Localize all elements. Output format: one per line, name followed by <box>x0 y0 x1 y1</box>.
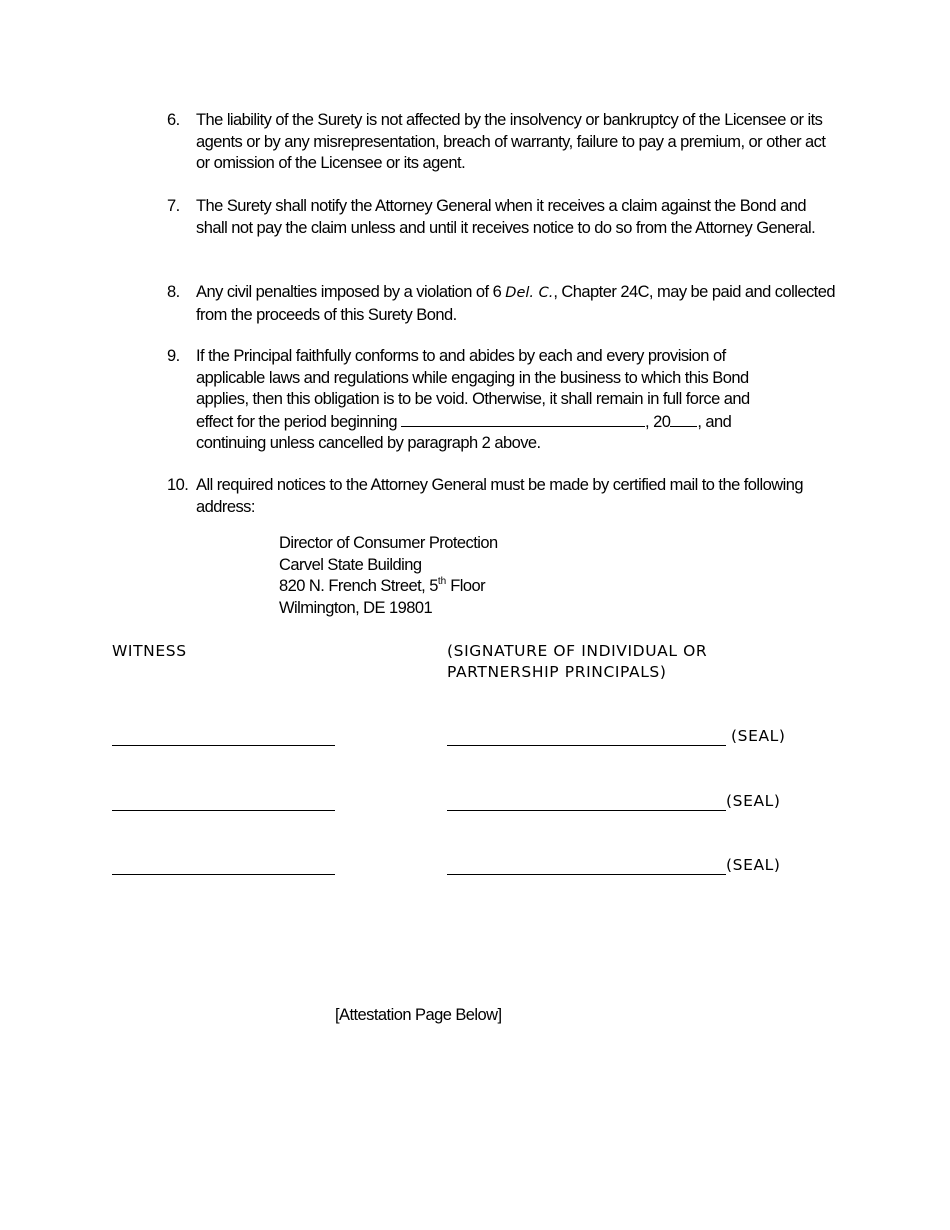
witness-signature-line[interactable] <box>112 745 335 746</box>
clause-line: applies, then this obligation is to be void. Otherwise, it shall remain in full force and <box>196 390 750 408</box>
clause-line: applicable laws and regulations while engaging in the business to which this Bond <box>196 368 749 387</box>
clause-10 <box>167 475 835 518</box>
mailing-address <box>279 533 498 619</box>
date-blank[interactable] <box>401 411 645 427</box>
clause-text-part: , Chapter 24C, may be paid and collected from the proceeds of this Surety Bond. <box>196 283 835 324</box>
address-street: 820 N. French Street, 5 <box>279 577 438 595</box>
clause-line: If the Principal faithfully conforms to and abides by each and every provision of <box>196 347 726 365</box>
clause-text-part: effect for the period beginning <box>196 412 402 431</box>
address-line: Director of Consumer Protection <box>279 534 498 552</box>
ordinal-suffix: th <box>437 576 447 587</box>
clause-number: 6. <box>167 111 180 129</box>
clause-8 <box>167 282 835 326</box>
clause-text-part: , 20 <box>645 412 671 431</box>
clause-text <box>196 282 835 326</box>
clause-text: All required notices to the Attorney General must be made by certified mail to the following address: <box>196 476 803 516</box>
clause-7 <box>167 196 835 239</box>
address-line: Wilmington, DE 19801 <box>279 598 433 617</box>
principal-label-line: PARTNERSHIP PRINCIPALS) <box>447 663 667 681</box>
clause-6 <box>167 110 835 175</box>
clause-text: The liability of the Surety is not affected by the insolvency or bankruptcy of the Licensee or its agents or by any misrepresentation, breach of warranty, failure to pay a premium, or other act or omission of the Licensee or its agent. <box>196 111 826 172</box>
statute-citation: Del. C. <box>505 285 554 301</box>
clause-text: The Surety shall notify the Attorney General when it receives a claim against the Bond and shall not pay the claim unless and until it receives notice to do so from the Attorney General. <box>196 197 816 237</box>
clause-number: 8. <box>167 283 180 301</box>
clause-number: 9. <box>167 347 180 365</box>
seal-label: (SEAL) <box>726 856 781 874</box>
seal-label: (SEAL) <box>726 792 781 810</box>
clause-9 <box>167 346 835 455</box>
clause-number: 10. <box>167 476 189 494</box>
witness-signature-line[interactable] <box>112 810 335 811</box>
witness-label: WITNESS <box>112 642 187 660</box>
principal-signature-line[interactable] <box>447 745 726 746</box>
principal-signature-line[interactable] <box>447 874 726 875</box>
principal-signature-line[interactable] <box>447 810 726 811</box>
address-floor: Floor <box>446 577 486 595</box>
clause-number: 7. <box>167 197 180 215</box>
clause-text-part: , and <box>697 412 732 431</box>
principal-label <box>447 641 707 683</box>
address-line: Carvel State Building <box>279 555 422 574</box>
year-blank[interactable] <box>670 411 697 427</box>
clause-line <box>196 411 835 434</box>
principal-label-line: (SIGNATURE OF INDIVIDUAL OR <box>447 642 708 660</box>
clause-text-part: Any civil penalties imposed by a violation of 6 <box>196 283 506 301</box>
witness-signature-line[interactable] <box>112 874 335 875</box>
attestation-note: [Attestation Page Below] <box>335 1006 502 1024</box>
clause-line: continuing unless cancelled by paragraph 2 above. <box>196 434 541 452</box>
seal-label: (SEAL) <box>731 727 786 745</box>
clause-text <box>196 346 835 455</box>
address-line <box>279 576 498 598</box>
